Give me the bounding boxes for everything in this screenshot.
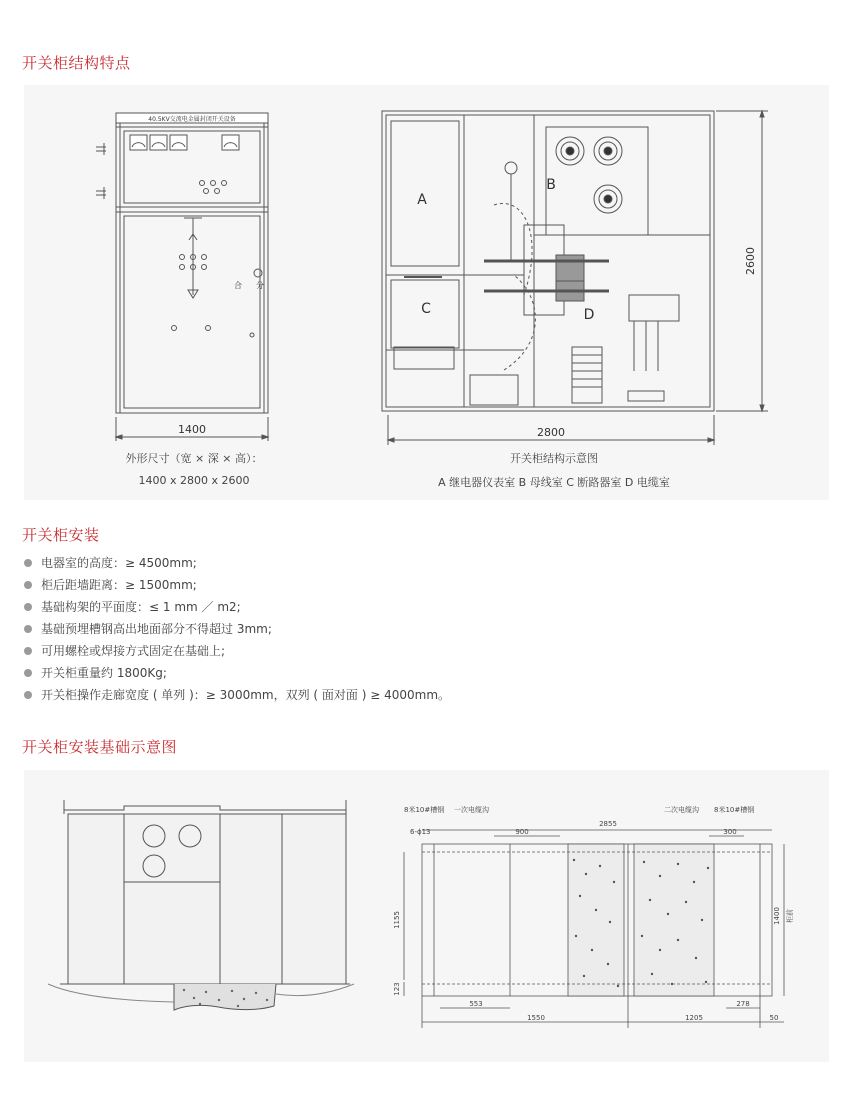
- list-item: 基础构架的平面度：≤ 1 mm ／ m2;: [24, 596, 450, 618]
- toggle-label-close: 合: [234, 281, 242, 290]
- structure-panel: [24, 85, 829, 500]
- list-item: 开关柜重量约 1800Kg;: [24, 662, 450, 684]
- dim-2855: 2855: [599, 820, 617, 828]
- label-channel-left: 8米10#槽钢: [404, 806, 445, 814]
- dim-1550: 1550: [527, 1014, 545, 1022]
- foundation-drawing: [24, 770, 829, 1062]
- list-item: 柜后距墙距离：≥ 1500mm;: [24, 574, 450, 596]
- front-caption-line2: 1400 x 2800 x 2600: [138, 474, 250, 487]
- dim-278: 278: [736, 1000, 750, 1008]
- structure-drawing: [24, 85, 829, 500]
- dim-300: 300: [723, 828, 737, 836]
- bullet-dot-icon: [24, 647, 32, 655]
- toggle-label-open: 分: [256, 281, 264, 290]
- label-channel-right: 8米10#槽钢: [714, 806, 755, 814]
- list-item: 开关柜操作走廊宽度 ( 单列 )：≥ 3000mm，双列 ( 面对面 ) ≥ 4000mm。: [24, 684, 450, 706]
- bullet-dot-icon: [24, 559, 32, 567]
- label-cable-primary: 一次电缆沟: [454, 806, 489, 814]
- bullet-dot-icon: [24, 625, 32, 633]
- front-header-label: 40.5KV交流电金属封闭开关设备: [148, 116, 236, 123]
- front-caption-line1: 外形尺寸（宽 × 深 × 高）：: [125, 452, 263, 465]
- bullet-dot-icon: [24, 669, 32, 677]
- label-cable-secondary: 二次电缆沟: [664, 806, 699, 814]
- dim-1400: 1400: [773, 907, 781, 925]
- side-caption-line1: 开关柜结构示意图: [510, 452, 598, 465]
- list-item: 可用螺栓或焊接方式固定在基础上;: [24, 640, 450, 662]
- foundation-plan-drawing: [404, 830, 784, 1028]
- dim-50: 50: [769, 1014, 779, 1022]
- label-front: 柜前: [786, 909, 794, 923]
- section-title-foundation: 开关柜安装基础示意图: [22, 738, 178, 756]
- section-title-installation: 开关柜安装: [22, 526, 100, 544]
- list-item: 基础预埋槽钢高出地面部分不得超过 3mm;: [24, 618, 450, 640]
- dim-123: 123: [393, 982, 401, 996]
- bullet-dot-icon: [24, 581, 32, 589]
- foundation-panel: [24, 770, 829, 1062]
- bullet-dot-icon: [24, 691, 32, 699]
- side-dimension-depth: 2800: [537, 426, 565, 439]
- label-compartment-b: B: [546, 177, 556, 193]
- installation-list: [24, 552, 450, 706]
- dim-900: 900: [515, 828, 529, 836]
- label-compartment-c: C: [421, 301, 431, 317]
- side-dimension-height: 2600: [744, 247, 757, 275]
- dim-1205: 1205: [685, 1014, 703, 1022]
- list-item: 电器室的高度：≥ 4500mm;: [24, 552, 450, 574]
- label-holes: 6-ϕ13: [410, 828, 431, 836]
- label-compartment-d: D: [583, 307, 595, 323]
- dim-1155: 1155: [393, 911, 401, 929]
- section-title-structure: 开关柜结构特点: [22, 54, 131, 72]
- side-view-drawing: [382, 111, 768, 445]
- foundation-elevation-drawing: [48, 800, 354, 1010]
- side-caption-line2: A 继电器仪表室 B 母线室 C 断路器室 D 电缆室: [438, 476, 670, 489]
- bullet-dot-icon: [24, 603, 32, 611]
- label-compartment-a: A: [417, 192, 427, 208]
- dim-553: 553: [469, 1000, 483, 1008]
- front-dimension-width: 1400: [178, 423, 206, 436]
- front-view-drawing: [96, 113, 268, 441]
